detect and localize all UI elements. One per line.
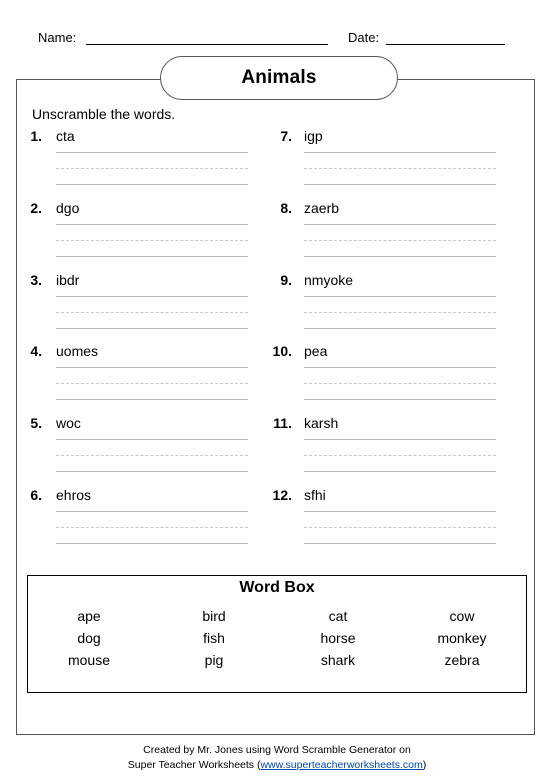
answer-guide-line bbox=[56, 168, 248, 169]
scramble-item bbox=[20, 200, 240, 270]
answer-line[interactable] bbox=[304, 184, 496, 185]
website-link[interactable]: www.superteacherworksheets.com bbox=[260, 759, 423, 771]
answer-guide-line bbox=[304, 383, 496, 384]
item-number: 3. bbox=[30, 272, 42, 288]
answer-guide-line bbox=[56, 527, 248, 528]
scramble-item bbox=[20, 343, 240, 413]
word-box-word: ape bbox=[77, 608, 101, 624]
footer-suffix: ) bbox=[422, 759, 427, 771]
word-box-title: Word Box bbox=[239, 579, 315, 596]
word-box-word: horse bbox=[320, 630, 356, 646]
answer-guide-line bbox=[304, 527, 496, 528]
scramble-item bbox=[20, 128, 240, 198]
answer-line[interactable] bbox=[304, 543, 496, 544]
footer-line-1: Created by Mr. Jones using Word Scramble Generator on bbox=[143, 744, 411, 756]
scramble-item bbox=[20, 415, 240, 485]
item-number: 6. bbox=[30, 487, 42, 503]
answer-line[interactable] bbox=[56, 328, 248, 329]
answer-guide-line bbox=[304, 312, 496, 313]
footer-prefix: Super Teacher Worksheets ( bbox=[127, 759, 261, 771]
scramble-item bbox=[268, 415, 488, 485]
answer-line[interactable] bbox=[56, 296, 248, 297]
footer-credits bbox=[0, 743, 554, 773]
answer-line[interactable] bbox=[304, 511, 496, 512]
answer-line[interactable] bbox=[304, 296, 496, 297]
scramble-item bbox=[268, 272, 488, 342]
answer-line[interactable] bbox=[56, 399, 248, 400]
instructions: Unscramble the words. bbox=[32, 106, 176, 122]
word-box-word: fish bbox=[203, 630, 225, 646]
answer-line[interactable] bbox=[304, 224, 496, 225]
answer-guide-line bbox=[304, 455, 496, 456]
answer-guide-line bbox=[304, 168, 496, 169]
answer-line[interactable] bbox=[56, 367, 248, 368]
answer-line[interactable] bbox=[304, 399, 496, 400]
answer-guide-line bbox=[304, 240, 496, 241]
scrambled-word: cta bbox=[56, 128, 75, 144]
scrambled-word: ehros bbox=[56, 487, 92, 503]
answer-line[interactable] bbox=[56, 511, 248, 512]
answer-line[interactable] bbox=[304, 328, 496, 329]
word-box-word: monkey bbox=[437, 630, 487, 646]
answer-line[interactable] bbox=[56, 184, 248, 185]
answer-line[interactable] bbox=[304, 152, 496, 153]
scrambled-word: woc bbox=[56, 415, 81, 431]
item-number: 7. bbox=[280, 128, 292, 144]
answer-line[interactable] bbox=[56, 256, 248, 257]
answer-line[interactable] bbox=[304, 256, 496, 257]
scrambled-word: sfhi bbox=[304, 487, 326, 503]
word-box-word: bird bbox=[202, 608, 226, 624]
answer-line[interactable] bbox=[56, 471, 248, 472]
answer-guide-line bbox=[56, 383, 248, 384]
date-line[interactable] bbox=[386, 44, 505, 45]
word-box-word: shark bbox=[320, 652, 356, 668]
scramble-item bbox=[20, 487, 240, 557]
word-box bbox=[27, 575, 527, 693]
scramble-item bbox=[268, 487, 488, 557]
item-number: 4. bbox=[30, 343, 42, 359]
answer-guide-line bbox=[56, 312, 248, 313]
scrambled-word: nmyoke bbox=[304, 272, 354, 288]
footer-line-2 bbox=[0, 758, 554, 773]
scrambled-word: karsh bbox=[304, 415, 339, 431]
scramble-item bbox=[268, 343, 488, 413]
scrambled-word: dgo bbox=[56, 200, 80, 216]
item-number: 5. bbox=[30, 415, 42, 431]
name-line[interactable] bbox=[86, 44, 328, 45]
scrambled-word: pea bbox=[304, 343, 328, 359]
scramble-item bbox=[268, 128, 488, 198]
name-label: Name: bbox=[38, 30, 77, 45]
item-number: 8. bbox=[280, 200, 292, 216]
answer-line[interactable] bbox=[56, 439, 248, 440]
answer-guide-line bbox=[56, 455, 248, 456]
worksheet-title: Animals bbox=[160, 56, 398, 100]
date-label: Date: bbox=[348, 30, 380, 45]
answer-line[interactable] bbox=[56, 543, 248, 544]
word-box-word: cat bbox=[328, 608, 348, 624]
answer-line[interactable] bbox=[56, 152, 248, 153]
item-number: 9. bbox=[280, 272, 292, 288]
scrambled-word: uomes bbox=[56, 343, 99, 359]
answer-guide-line bbox=[56, 240, 248, 241]
item-number: 11. bbox=[273, 415, 292, 431]
item-number: 10. bbox=[272, 343, 292, 359]
answer-line[interactable] bbox=[304, 439, 496, 440]
word-box-word: dog bbox=[77, 630, 101, 646]
word-box-word: mouse bbox=[67, 652, 111, 668]
scramble-item bbox=[20, 272, 240, 342]
word-box-word: pig bbox=[204, 652, 224, 668]
scrambled-word: igp bbox=[304, 128, 323, 144]
scrambled-word: zaerb bbox=[304, 200, 340, 216]
item-number: 12. bbox=[272, 487, 292, 503]
answer-line[interactable] bbox=[304, 367, 496, 368]
scrambled-word: ibdr bbox=[56, 272, 80, 288]
answer-line[interactable] bbox=[56, 224, 248, 225]
answer-line[interactable] bbox=[304, 471, 496, 472]
scramble-item bbox=[268, 200, 488, 270]
item-number: 2. bbox=[30, 200, 42, 216]
worksheet-header bbox=[0, 30, 554, 50]
word-box-word: cow bbox=[449, 608, 475, 624]
word-box-word: zebra bbox=[444, 652, 480, 668]
item-number: 1. bbox=[30, 128, 42, 144]
